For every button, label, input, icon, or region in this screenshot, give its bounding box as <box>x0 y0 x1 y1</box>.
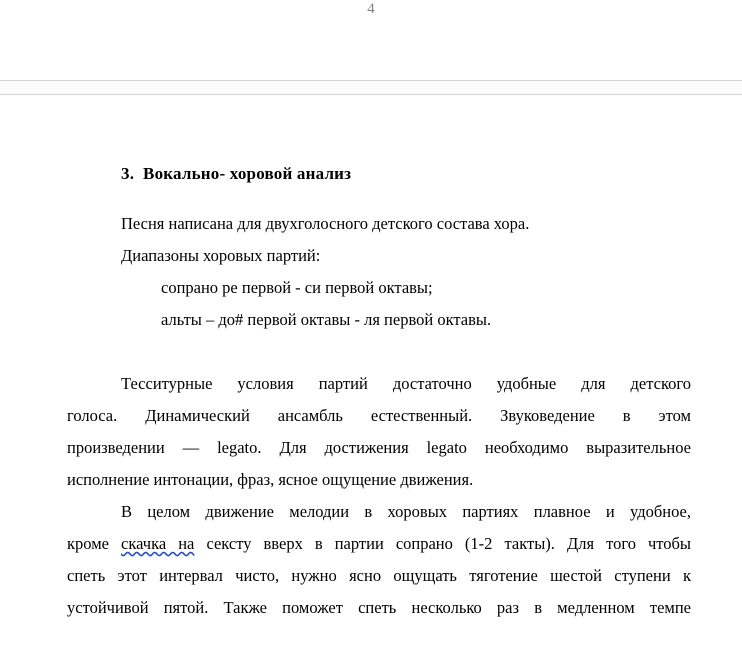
grammar-flagged-text[interactable]: скачка на <box>121 534 195 553</box>
paragraph-tessitura-line-2: голоса. Динамический ансамбль естественный. Звуковедение в этом <box>67 406 691 425</box>
heading-bottom-spacer <box>67 190 691 208</box>
page-break-separator <box>0 80 742 95</box>
page-number: 4 <box>367 1 375 17</box>
page-sheet <box>0 96 742 646</box>
paragraph-tessitura-line-1: Тесситурные условия партий достаточно удобные для детского <box>121 374 691 393</box>
paragraph-melody-line-1: В целом движение мелодии в хоровых партиях плавное и удобное, <box>121 502 691 521</box>
paragraph-tessitura-line-3: произведении — legato. Для достижения legato необходимо выразительное <box>67 438 691 457</box>
paragraph-melody-line-4: устойчивой пятой. Также поможет спеть несколько раз в медленном темпе <box>67 598 691 617</box>
text-column <box>67 96 691 624</box>
paragraph-melody-movement <box>67 496 691 624</box>
range-line-soprano: сопрано ре первой - си первой октавы; <box>161 278 433 297</box>
previous-page-tail <box>0 0 742 80</box>
melody-line-2-text-before: кроме <box>67 534 122 553</box>
range-line-alto: альты – до# первой октавы - ля первой октавы. <box>161 310 492 329</box>
melody-line-2-text-after: сексту вверх в партии сопрано (1-2 такты). Для того чтобы <box>194 534 692 553</box>
intro-line-1: Песня написана для двухголосного детского состава хора. <box>121 214 530 233</box>
paragraph-gap-spacer <box>67 336 691 368</box>
intro-line-2: Диапазоны хоровых партий: <box>121 246 321 265</box>
paragraph-melody-line-3: спеть этот интервал чисто, нужно ясно ощущать тяготение шестой ступени к <box>67 566 691 585</box>
paragraph-tessitura <box>67 368 691 496</box>
section-heading: 3. Вокально- хоровой анализ <box>121 164 352 183</box>
heading-top-spacer <box>67 96 691 158</box>
paragraph-melody-line-2 <box>67 528 691 560</box>
paragraph-tessitura-line-4: исполнение интонации, фраз, ясное ощущение движения. <box>67 470 474 489</box>
